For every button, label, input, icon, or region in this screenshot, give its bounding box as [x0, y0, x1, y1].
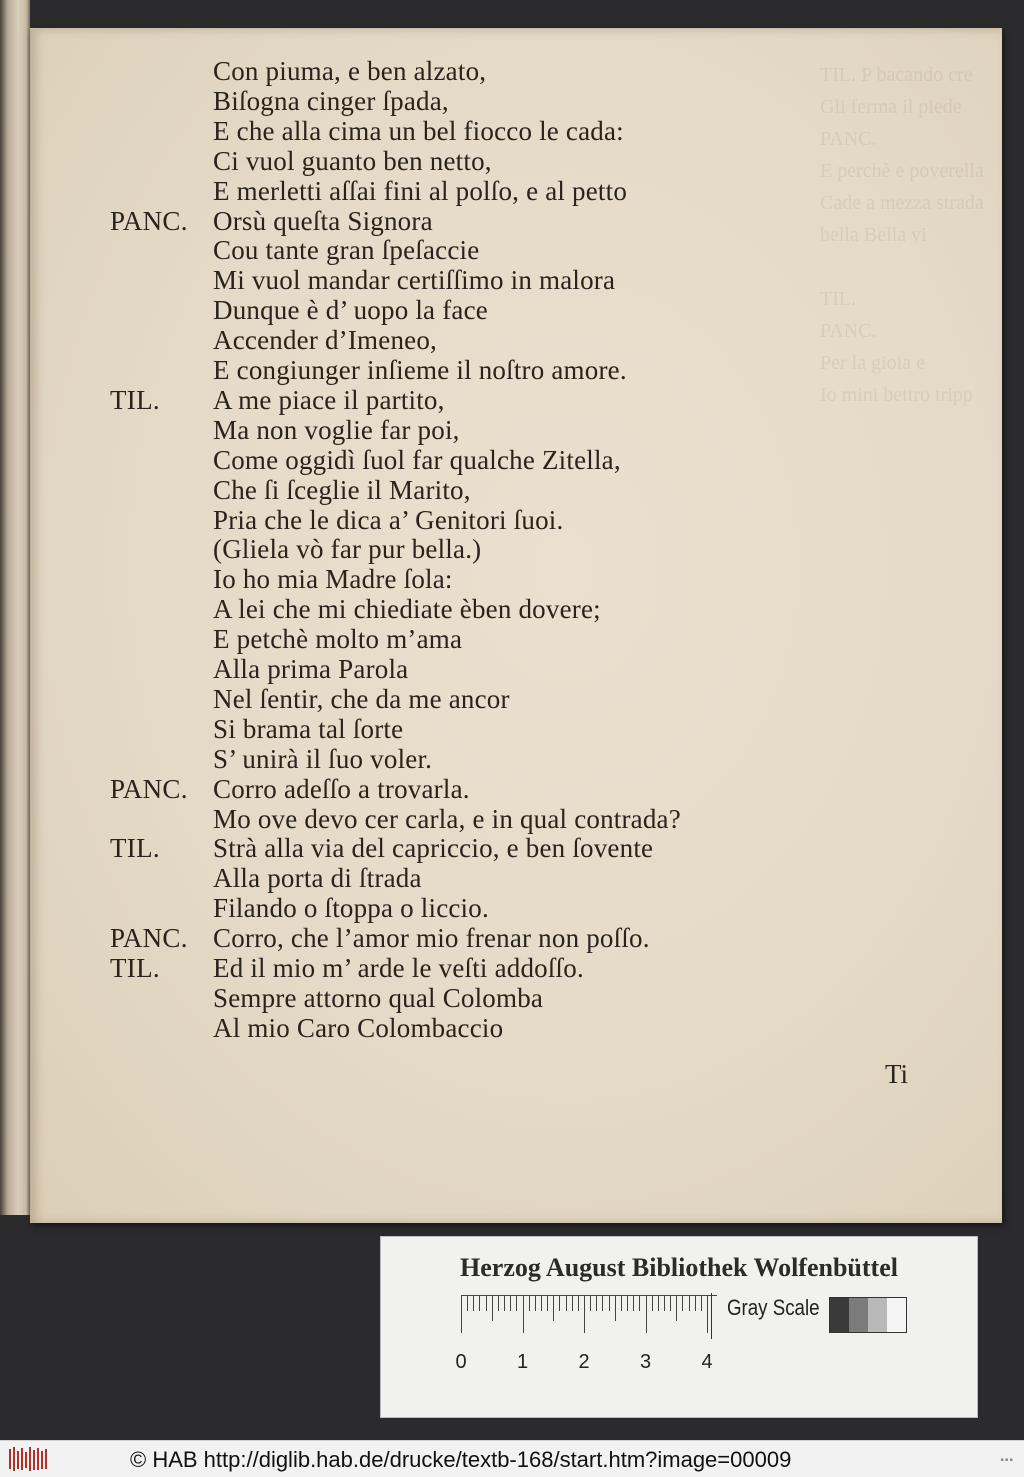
- verse-text: S’ unirà il ſuo voler.: [213, 743, 433, 774]
- ruler-tick: [541, 1295, 542, 1311]
- verse-line: [30, 505, 830, 535]
- verse-text: A lei che mi chiediate èben dovere;: [213, 594, 601, 625]
- ruler-number: 2: [578, 1351, 590, 1373]
- verse-line: [30, 295, 830, 325]
- verse-line: [30, 833, 830, 863]
- ruler-tick: [553, 1295, 554, 1321]
- verse-line: [30, 684, 830, 714]
- verse-line: [30, 445, 830, 475]
- ruler-tick: [461, 1295, 462, 1333]
- verse-line: [30, 654, 830, 684]
- verse-line: [30, 265, 830, 295]
- speaker-label: PANC.: [110, 205, 188, 236]
- verse-line: [30, 206, 830, 236]
- book-page: [30, 28, 1002, 1223]
- ruler-baseline: [461, 1295, 717, 1296]
- speaker-label: TIL.: [110, 384, 160, 415]
- verse-line: [30, 744, 830, 774]
- verse-line: [30, 534, 830, 564]
- footer-dots: ▪▪▪: [1000, 1455, 1014, 1466]
- verse-line: [30, 116, 830, 146]
- copyright-url: © HAB http://diglib.hab.de/drucke/textb-168/start.htm?image=00009: [130, 1447, 792, 1472]
- verse-text: Alla porta di ſtrada: [213, 863, 422, 894]
- ruler-tick: [615, 1295, 616, 1321]
- ruler-tick: [523, 1295, 524, 1333]
- verse-line: [30, 1013, 830, 1043]
- verse-text: Si brama tal ſorte: [213, 713, 404, 744]
- ruler-tick: [682, 1295, 683, 1311]
- scale-ruler: [455, 1295, 741, 1373]
- ruler-tick: [633, 1295, 634, 1311]
- book-spine-edge: [0, 0, 30, 1215]
- verse-text: Filando o ſtoppa o liccio.: [213, 893, 489, 924]
- verse-line: [30, 953, 830, 983]
- verse-line: [30, 475, 830, 505]
- ruler-tick: [578, 1295, 579, 1311]
- verse-line: [30, 564, 830, 594]
- verse-line: [30, 923, 830, 953]
- verse-text: Biſogna cinger ſpada,: [213, 85, 449, 116]
- gray-swatch: [830, 1298, 849, 1332]
- bleed-through-text: TIL. P bacando cre Gli ferma il piede PANC. E perchè e poverella Cade a mezza strada bella Bella vi TIL. PANC. Per la gioia e Io mini bettro tripp: [820, 64, 984, 406]
- ruler-tick: [639, 1295, 640, 1311]
- ruler-tick: [701, 1295, 702, 1311]
- verse-text: Ed il mio m’ arde le veſti addoſſo.: [213, 953, 584, 983]
- verse-text: Pria che le dica a’ Genitori ſuoi.: [213, 504, 564, 535]
- verse-line: [30, 893, 830, 923]
- verse-line: [30, 385, 830, 415]
- ruler-tick: [566, 1295, 567, 1311]
- ruler-number: 1: [516, 1351, 529, 1373]
- ruler-tick: [676, 1295, 677, 1321]
- verse-text: Corro, che l’amor mio frenar non poſſo.: [213, 923, 650, 954]
- verse-text: A me piace il partito,: [213, 384, 445, 415]
- ruler-tick: [479, 1295, 480, 1311]
- ruler-tick: [559, 1295, 560, 1311]
- verse-text: E che alla cima un bel fiocco le cada:: [213, 115, 624, 146]
- verse-line: [30, 325, 830, 355]
- ruler-number: 4: [701, 1351, 713, 1373]
- verse-text: (Gliela vò far pur bella.): [213, 534, 482, 565]
- ruler-tick: [602, 1295, 603, 1311]
- ruler-number: 0: [455, 1351, 467, 1373]
- ruler-tick: [707, 1295, 708, 1333]
- ruler-tick: [504, 1295, 505, 1311]
- speaker-label: TIL.: [110, 833, 160, 864]
- verse-line: [30, 983, 830, 1013]
- ruler-tick: [535, 1295, 536, 1311]
- speaker-label: PANC.: [110, 773, 188, 804]
- footer-bar: [0, 1440, 1024, 1477]
- verse-text: E petchè molto m’ama: [213, 624, 463, 655]
- ruler-tick: [510, 1295, 511, 1311]
- verse-line: [30, 714, 830, 744]
- hab-logo-icon: [8, 1445, 48, 1473]
- ruler-tick: [572, 1295, 573, 1311]
- ruler-divider: [711, 1293, 712, 1339]
- verse-text: Strà alla via del capriccio, e ben ſovente: [213, 833, 654, 864]
- gray-scale-swatches: [829, 1297, 907, 1333]
- ruler-tick: [498, 1295, 499, 1311]
- ruler-tick: [529, 1295, 530, 1311]
- verse-line: [30, 863, 830, 893]
- ruler-tick: [646, 1295, 647, 1333]
- verse-text: Alla prima Parola: [213, 654, 409, 684]
- ruler-tick: [590, 1295, 591, 1311]
- verse-line: [30, 56, 830, 86]
- verse-text: Accender d’Imeneo,: [213, 325, 437, 356]
- verse-line: [30, 594, 830, 624]
- catchword: Ti: [885, 1059, 909, 1089]
- ruler-tick: [621, 1295, 622, 1311]
- ruler-tick: [516, 1295, 517, 1311]
- verse-line: [30, 355, 830, 385]
- verse-text: E congiunger inſieme il noſtro amore.: [213, 355, 627, 385]
- verse-text: Cou tante gran ſpeſaccie: [213, 235, 480, 266]
- ruler-tick: [652, 1295, 653, 1311]
- verse-line: [30, 624, 830, 654]
- speaker-label: PANC.: [110, 923, 188, 954]
- verse-text: Ma non voglie far poi,: [213, 414, 460, 445]
- ruler-tick: [473, 1295, 474, 1311]
- ruler-tick: [584, 1295, 585, 1333]
- verse-text: Con piuma, e ben alzato,: [213, 56, 487, 86]
- ruler-tick: [486, 1295, 487, 1311]
- ruler-tick: [467, 1295, 468, 1311]
- ruler-tick: [627, 1295, 628, 1311]
- color-calibration-card: [380, 1236, 978, 1418]
- verse-text: Io ho mia Madre ſola:: [213, 564, 453, 595]
- verse-line: [30, 804, 830, 834]
- gray-swatch: [849, 1298, 868, 1332]
- verse-line: [30, 86, 830, 116]
- verse-text: Mi vuol mandar certiſſimo in malora: [213, 265, 616, 296]
- verse-text: Ci vuol guanto ben netto,: [213, 145, 492, 176]
- ruler-tick: [609, 1295, 610, 1311]
- speaker-label: TIL.: [110, 953, 160, 983]
- verse-text: Corro adeſſo a trovarla.: [213, 773, 470, 804]
- ruler-tick: [658, 1295, 659, 1311]
- ruler-tick: [492, 1295, 493, 1321]
- verse-line: [30, 146, 830, 176]
- verse-line: [30, 176, 830, 206]
- verse-text: Come oggidì ſuol far qualche Zitella,: [213, 444, 621, 475]
- ruler-tick: [596, 1295, 597, 1311]
- ruler-tick: [695, 1295, 696, 1311]
- verse-text: E merletti aſſai fini al polſo, e al petto: [213, 175, 628, 206]
- verse-text: Che ſi ſceglie il Marito,: [213, 474, 471, 505]
- library-name: Herzog August Bibliothek Wolfenbüttel: [460, 1253, 898, 1282]
- ruler-tick: [547, 1295, 548, 1311]
- ruler-tick: [664, 1295, 665, 1311]
- gray-swatch: [887, 1298, 906, 1332]
- verse-line: [30, 774, 830, 804]
- verse-text: Mo ove devo cer carla, e in qual contrada?: [213, 803, 681, 834]
- verse-text: Nel ſentir, che da me ancor: [213, 683, 510, 714]
- ruler-tick: [689, 1295, 690, 1311]
- verse-line: [30, 235, 830, 265]
- ruler-number: 3: [639, 1351, 652, 1373]
- verse-text: Orsù queſta Signora: [213, 205, 433, 236]
- gray-scale-label: Gray Scale: [727, 1295, 820, 1320]
- verse-line: [30, 415, 830, 445]
- verse-text: Dunque è d’ uopo la face: [213, 295, 488, 326]
- verse-text: Al mio Caro Colombaccio: [213, 1012, 504, 1043]
- gray-swatch: [868, 1298, 887, 1332]
- ruler-tick: [670, 1295, 671, 1311]
- verse-text: Sempre attorno qual Colomba: [213, 982, 544, 1013]
